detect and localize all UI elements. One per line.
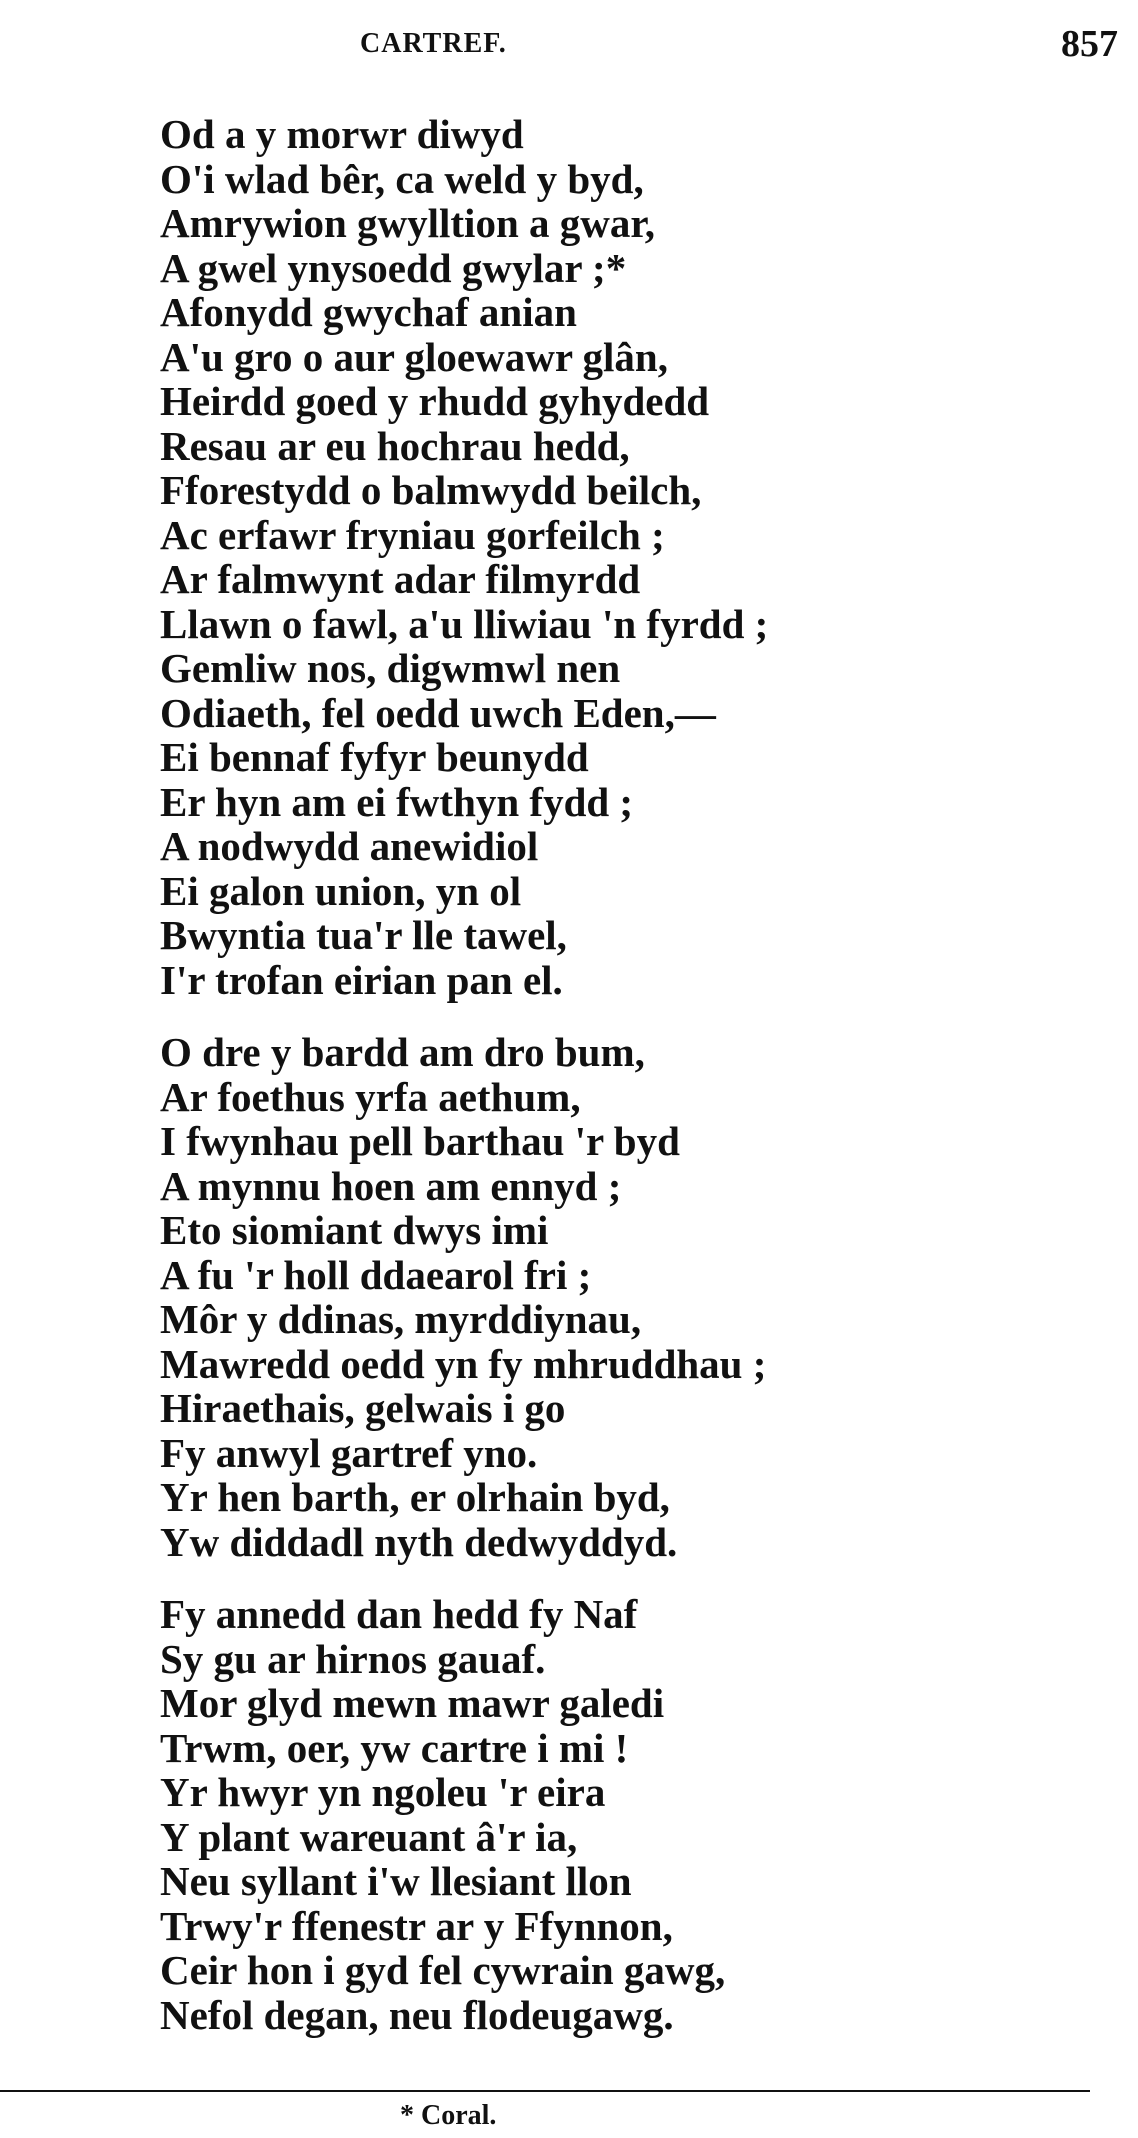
poem-line: Y plant wareuant â'r ia,	[160, 1813, 578, 1860]
footnote: * Coral.	[400, 2100, 497, 2131]
poem-line: Od a y morwr diwyd	[160, 111, 524, 157]
poem-line: O'i wlad bêr, ca weld y byd,	[160, 155, 644, 202]
poem-line: Afonydd gwychaf anian	[160, 289, 577, 335]
poem-line: Nefol degan, neu flodeugawg.	[160, 1991, 674, 2038]
poem-line: Ei galon union, yn ol	[160, 867, 522, 914]
stanza-2	[160, 1030, 1120, 1564]
poem-line: Bwyntia tua'r lle tawel,	[160, 912, 567, 958]
footnote-divider	[0, 2090, 1090, 2092]
page-number: 857	[1061, 23, 1118, 65]
poem-line: Er hyn am ei fwthyn fydd ;	[160, 778, 634, 825]
poem-line: Ei bennaf fyfyr beunydd	[160, 734, 589, 780]
poem-line: A nodwydd anewidiol	[160, 823, 539, 869]
poem-line: Yr hen barth, er olrhain byd,	[160, 1474, 670, 1520]
poem-line: A fu 'r holl ddaearol fri ;	[160, 1251, 592, 1298]
poem-line: Môr y ddinas, myrddiynau,	[160, 1296, 642, 1342]
poem-line: Sy gu ar hirnos gauaf.	[160, 1635, 546, 1682]
poem-line: Fy annedd dan hedd fy Naf	[160, 1591, 638, 1637]
poem-line: Gemliw nos, digwmwl nen	[160, 645, 621, 691]
poem-line: A gwel ynysoedd gwylar ;*	[160, 244, 627, 291]
poem-line: Heirdd goed y rhudd gyhydedd	[160, 378, 710, 424]
poem-line: Resau ar eu hochrau hedd,	[160, 422, 630, 469]
stanza-3	[160, 1592, 1120, 2037]
poem-line: Trwm, oer, yw cartre i mi !	[160, 1724, 629, 1771]
poem-line: Llawn o fawl, a'u lliwiau 'n fyrdd ;	[160, 600, 769, 647]
poem-line: O dre y bardd am dro bum,	[160, 1029, 645, 1075]
poem-line: Fforestydd o balmwydd beilch,	[160, 467, 702, 513]
poem-line: Mor glyd mewn mawr galedi	[160, 1680, 665, 1726]
poem-line: Ar falmwynt adar filmyrdd	[160, 556, 641, 602]
poem-line: Mawredd oedd yn fy mhruddhau ;	[160, 1340, 767, 1387]
poem-line: Amrywion gwylltion a gwar,	[160, 200, 656, 246]
poem-line: Ar foethus yrfa aethum,	[160, 1073, 581, 1120]
poem-line: A mynnu hoen am ennyd ;	[160, 1162, 622, 1209]
poem-line: Neu syllant i'w llesiant llon	[160, 1858, 632, 1904]
running-title: CARTREF.	[360, 28, 507, 59]
poem-line: Yw diddadl nyth dedwyddyd.	[160, 1518, 678, 1565]
poem	[160, 112, 1120, 2065]
poem-line: I'r trofan eirian pan el.	[160, 956, 563, 1003]
poem-line: Yr hwyr yn ngoleu 'r eira	[160, 1769, 606, 1815]
poem-line: Fy anwyl gartref yno.	[160, 1429, 538, 1476]
poem-line: I fwynhau pell barthau 'r byd	[160, 1118, 680, 1164]
poem-line: Ceir hon i gyd fel cywrain gawg,	[160, 1947, 726, 1993]
poem-line: Odiaeth, fel oedd uwch Eden,—	[160, 689, 716, 736]
poem-line: Ac erfawr fryniau gorfeilch ;	[160, 511, 665, 558]
poem-line: Trwy'r ffenestr ar y Ffynnon,	[160, 1902, 673, 1949]
stanza-1	[160, 112, 1120, 1002]
poem-line: Eto siomiant dwys imi	[160, 1207, 549, 1253]
poem-line: A'u gro o aur gloewawr glân,	[160, 333, 668, 380]
poem-line: Hiraethais, gelwais i go	[160, 1385, 566, 1431]
